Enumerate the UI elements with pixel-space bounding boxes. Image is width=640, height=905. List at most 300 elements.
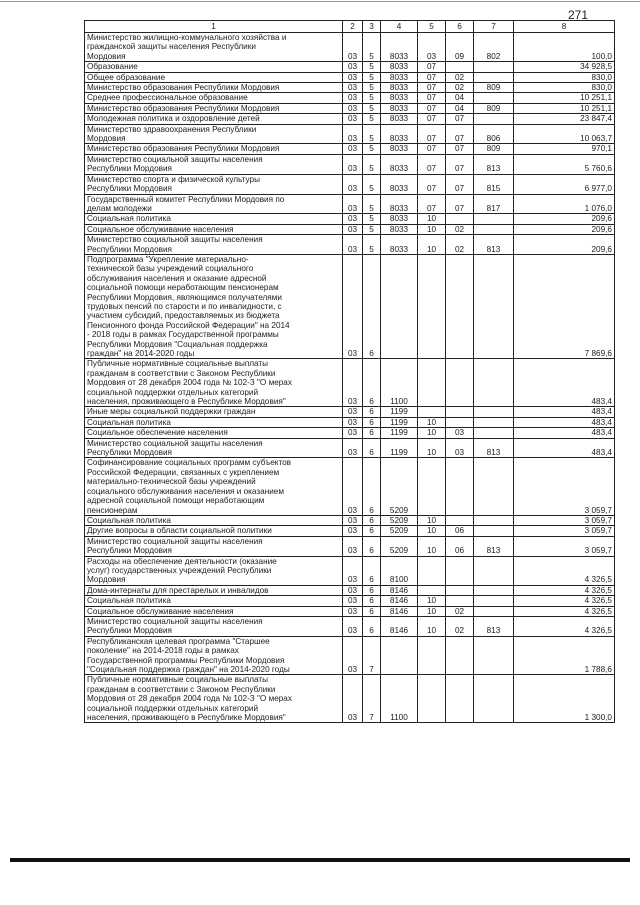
admin-code: 03 <box>343 114 363 124</box>
program-code: 5 <box>363 144 381 154</box>
subsection-code <box>446 675 474 723</box>
admin-code: 03 <box>343 556 363 585</box>
row-name: Другие вопросы в области социальной политики <box>85 526 343 536</box>
section-code: 07 <box>418 103 446 113</box>
subprogram-code <box>381 254 418 358</box>
amount: 4 326,5 <box>514 606 615 616</box>
admin-code: 03 <box>343 224 363 234</box>
ministry-code: 817 <box>474 194 514 214</box>
program-code: 6 <box>363 556 381 585</box>
amount: 1 788,6 <box>514 636 615 675</box>
ministry-code <box>474 114 514 124</box>
program-code: 6 <box>363 616 381 636</box>
subprogram-code: 8033 <box>381 103 418 113</box>
amount: 5 760,6 <box>514 154 615 174</box>
table-row <box>85 585 615 595</box>
table-row <box>85 515 615 525</box>
subprogram-code: 8033 <box>381 124 418 144</box>
subprogram-code: 8033 <box>381 154 418 174</box>
subprogram-code: 1199 <box>381 417 418 427</box>
row-name: Государственный комитет Республики Мордовия по делам молодежи <box>85 194 343 214</box>
subsection-code: 02 <box>446 606 474 616</box>
ministry-code <box>474 359 514 407</box>
row-name: Министерство образования Республики Мордовия <box>85 103 343 113</box>
section-code: 10 <box>418 596 446 606</box>
table-row <box>85 72 615 82</box>
admin-code: 03 <box>343 72 363 82</box>
table-row <box>85 616 615 636</box>
ministry-code <box>474 515 514 525</box>
header-cell: 4 <box>381 21 418 33</box>
table-row <box>85 83 615 93</box>
subprogram-code: 8033 <box>381 144 418 154</box>
page-number: 271 <box>567 8 588 22</box>
row-name: Подпрограмма "Укрепление материально- технической базы учреждений социального обслуживания населения и оказание адресной социальной помощи неработающим пенсионерам Республики Мордовия, являющимся получателями трудовых пенсий по старости и по инвалидности, с участием субсидий, предоставляемых из бюджета Пенсионного фонда Российской Федерации" на 2014 - 2018 годы в рамках Государственной программы Республики Мордовия "Социальная поддержка граждан" на 2014-2020 годы <box>85 254 343 358</box>
section-code <box>418 359 446 407</box>
table-row <box>85 428 615 438</box>
subprogram-code: 5209 <box>381 458 418 515</box>
program-code: 6 <box>363 585 381 595</box>
table-body <box>85 33 615 723</box>
ministry-code <box>474 458 514 515</box>
subprogram-code: 8033 <box>381 174 418 194</box>
row-name: Министерство социальной защиты населения Республики Мордовия <box>85 154 343 174</box>
section-code: 10 <box>418 515 446 525</box>
row-name: Дома-интернаты для престарелых и инвалидов <box>85 585 343 595</box>
admin-code: 03 <box>343 62 363 72</box>
admin-code: 03 <box>343 83 363 93</box>
table-row <box>85 556 615 585</box>
program-code: 5 <box>363 174 381 194</box>
section-code <box>418 407 446 417</box>
admin-code: 03 <box>343 214 363 224</box>
program-code: 5 <box>363 124 381 144</box>
amount: 483,4 <box>514 417 615 427</box>
ministry-code <box>474 417 514 427</box>
row-name: Министерство социальной защиты населения Республики Мордовия <box>85 536 343 556</box>
table-row <box>85 254 615 358</box>
admin-code: 03 <box>343 194 363 214</box>
row-name: Среднее профессиональное образование <box>85 93 343 103</box>
admin-code: 03 <box>343 636 363 675</box>
section-code: 07 <box>418 114 446 124</box>
program-code: 5 <box>363 194 381 214</box>
admin-code: 03 <box>343 417 363 427</box>
subprogram-code: 5209 <box>381 536 418 556</box>
section-code: 10 <box>418 224 446 234</box>
header-cell: 1 <box>85 21 343 33</box>
section-code: 10 <box>418 606 446 616</box>
program-code: 6 <box>363 417 381 427</box>
subprogram-code: 8033 <box>381 214 418 224</box>
subprogram-code: 8033 <box>381 114 418 124</box>
ministry-code <box>474 93 514 103</box>
admin-code: 03 <box>343 675 363 723</box>
row-name: Иные меры социальной поддержки граждан <box>85 407 343 417</box>
subsection-code: 02 <box>446 72 474 82</box>
subprogram-code: 5209 <box>381 515 418 525</box>
program-code: 5 <box>363 83 381 93</box>
subprogram-code: 5209 <box>381 526 418 536</box>
amount: 100,0 <box>514 33 615 62</box>
amount: 4 326,5 <box>514 585 615 595</box>
subsection-code <box>446 214 474 224</box>
program-code: 6 <box>363 428 381 438</box>
row-name: Публичные нормативные социальные выплаты гражданам в соответствии с Законом Республики Мордовия от 28 декабря 2004 года № 102-З "О мерах социальной поддержки отдельных категорий населения, проживающего в Республике Мордовия" <box>85 359 343 407</box>
ministry-code <box>474 606 514 616</box>
admin-code: 03 <box>343 428 363 438</box>
top-rule <box>0 1 640 2</box>
admin-code: 03 <box>343 144 363 154</box>
program-code: 5 <box>363 72 381 82</box>
admin-code: 03 <box>343 407 363 417</box>
subsection-code <box>446 407 474 417</box>
subsection-code: 06 <box>446 526 474 536</box>
row-name: Расходы на обеспечение деятельности (оказание услуг) государственных учреждений Республики Мордовия <box>85 556 343 585</box>
program-code: 5 <box>363 93 381 103</box>
amount: 209,6 <box>514 214 615 224</box>
ministry-code: 809 <box>474 83 514 93</box>
ministry-code <box>474 675 514 723</box>
table-row <box>85 124 615 144</box>
subprogram-code: 1199 <box>381 428 418 438</box>
ministry-code <box>474 428 514 438</box>
program-code: 5 <box>363 62 381 72</box>
header-cell: 5 <box>418 21 446 33</box>
row-name: Министерство жилищно-коммунального хозяйства и гражданской защиты населения Республики Мордовия <box>85 33 343 62</box>
table-row <box>85 606 615 616</box>
admin-code: 03 <box>343 103 363 113</box>
table-row <box>85 636 615 675</box>
program-code: 6 <box>363 359 381 407</box>
amount: 4 326,5 <box>514 596 615 606</box>
table-row <box>85 174 615 194</box>
section-code: 07 <box>418 72 446 82</box>
subprogram-code: 8146 <box>381 616 418 636</box>
section-code: 10 <box>418 235 446 255</box>
row-name: Образование <box>85 62 343 72</box>
row-name: Министерство социальной защиты населения Республики Мордовия <box>85 235 343 255</box>
section-code: 10 <box>418 438 446 458</box>
program-code: 6 <box>363 458 381 515</box>
subsection-code: 02 <box>446 616 474 636</box>
section-code <box>418 254 446 358</box>
admin-code: 03 <box>343 124 363 144</box>
section-code <box>418 458 446 515</box>
ministry-code <box>474 72 514 82</box>
subprogram-code: 1100 <box>381 675 418 723</box>
ministry-code: 813 <box>474 154 514 174</box>
row-name: Общее образование <box>85 72 343 82</box>
subsection-code <box>446 62 474 72</box>
header-cell: 3 <box>363 21 381 33</box>
subprogram-code: 8146 <box>381 596 418 606</box>
amount: 6 977,0 <box>514 174 615 194</box>
header-cell: 6 <box>446 21 474 33</box>
section-code: 10 <box>418 616 446 636</box>
subprogram-code <box>381 636 418 675</box>
row-name: Молодежная политика и оздоровление детей <box>85 114 343 124</box>
subsection-code: 04 <box>446 93 474 103</box>
section-code: 03 <box>418 33 446 62</box>
section-code <box>418 556 446 585</box>
amount: 3 059,7 <box>514 526 615 536</box>
subsection-code: 07 <box>446 174 474 194</box>
row-name: Республиканская целевая программа "Старшее поколение" на 2014-2018 годы в рамках Государственной программы Республики Мордовия "Социальная поддержка граждан" на 2014-2020 годы <box>85 636 343 675</box>
subprogram-code: 1100 <box>381 359 418 407</box>
row-name: Софинансирование социальных программ субъектов Российской Федерации, связанных с укреплением материально-технической базы учреждений социального обслуживания населения и оказанием адресной социальной помощи неработающим пенсионерам <box>85 458 343 515</box>
table-row <box>85 536 615 556</box>
admin-code: 03 <box>343 235 363 255</box>
subprogram-code: 8033 <box>381 83 418 93</box>
amount: 1 300,0 <box>514 675 615 723</box>
ministry-code <box>474 254 514 358</box>
program-code: 5 <box>363 154 381 174</box>
row-name: Министерство здравоохранения Республики Мордовия <box>85 124 343 144</box>
section-code <box>418 675 446 723</box>
subsection-code: 07 <box>446 114 474 124</box>
amount: 830,0 <box>514 83 615 93</box>
table-row <box>85 438 615 458</box>
section-code: 07 <box>418 83 446 93</box>
table-row <box>85 114 615 124</box>
subsection-code: 09 <box>446 33 474 62</box>
table-row <box>85 103 615 113</box>
section-code: 07 <box>418 62 446 72</box>
budget-table <box>84 20 615 723</box>
table-row <box>85 144 615 154</box>
subsection-code <box>446 458 474 515</box>
admin-code: 03 <box>343 526 363 536</box>
amount: 209,6 <box>514 224 615 234</box>
ministry-code <box>474 596 514 606</box>
program-code: 6 <box>363 526 381 536</box>
ministry-code <box>474 556 514 585</box>
subsection-code: 02 <box>446 83 474 93</box>
table-row <box>85 407 615 417</box>
row-name: Социальная политика <box>85 515 343 525</box>
section-code: 10 <box>418 214 446 224</box>
subprogram-code: 8146 <box>381 606 418 616</box>
row-name: Социальное обслуживание населения <box>85 224 343 234</box>
subsection-code <box>446 596 474 606</box>
table-row <box>85 359 615 407</box>
subprogram-code: 8033 <box>381 93 418 103</box>
subsection-code: 03 <box>446 438 474 458</box>
admin-code: 03 <box>343 606 363 616</box>
table-row <box>85 93 615 103</box>
header-cell: 7 <box>474 21 514 33</box>
table-row <box>85 526 615 536</box>
subprogram-code: 1199 <box>381 438 418 458</box>
section-code: 07 <box>418 194 446 214</box>
ministry-code <box>474 214 514 224</box>
section-code: 10 <box>418 526 446 536</box>
amount: 209,6 <box>514 235 615 255</box>
row-name: Публичные нормативные социальные выплаты гражданам в соответствии с Законом Республики Мордовия от 28 декабря 2004 года № 102-З "О мерах социальной поддержки отдельных категорий населения, проживающего в Республике Мордовия" <box>85 675 343 723</box>
amount: 23 847,4 <box>514 114 615 124</box>
amount: 10 063,7 <box>514 124 615 144</box>
amount: 483,4 <box>514 359 615 407</box>
program-code: 6 <box>363 438 381 458</box>
admin-code: 03 <box>343 536 363 556</box>
admin-code: 03 <box>343 458 363 515</box>
subsection-code <box>446 359 474 407</box>
subsection-code: 04 <box>446 103 474 113</box>
table-row <box>85 235 615 255</box>
subsection-code <box>446 254 474 358</box>
subsection-code: 03 <box>446 428 474 438</box>
amount: 483,4 <box>514 407 615 417</box>
subsection-code: 07 <box>446 194 474 214</box>
program-code: 5 <box>363 224 381 234</box>
ministry-code: 815 <box>474 174 514 194</box>
table-row <box>85 154 615 174</box>
amount: 4 326,5 <box>514 616 615 636</box>
subsection-code <box>446 417 474 427</box>
program-code: 6 <box>363 254 381 358</box>
section-code: 07 <box>418 154 446 174</box>
subprogram-code: 8033 <box>381 235 418 255</box>
amount: 3 059,7 <box>514 536 615 556</box>
amount: 970,1 <box>514 144 615 154</box>
header-row <box>85 21 615 33</box>
table-row <box>85 675 615 723</box>
table-row <box>85 214 615 224</box>
section-code <box>418 636 446 675</box>
section-code <box>418 585 446 595</box>
amount: 10 251,1 <box>514 103 615 113</box>
row-name: Социальная политика <box>85 596 343 606</box>
ministry-code: 813 <box>474 438 514 458</box>
amount: 10 251,1 <box>514 93 615 103</box>
bottom-rule <box>10 858 630 862</box>
subsection-code <box>446 515 474 525</box>
header-cell: 8 <box>514 21 615 33</box>
subsection-code: 07 <box>446 154 474 174</box>
ministry-code <box>474 636 514 675</box>
subprogram-code: 8033 <box>381 62 418 72</box>
admin-code: 03 <box>343 515 363 525</box>
amount: 483,4 <box>514 438 615 458</box>
table-row <box>85 194 615 214</box>
program-code: 6 <box>363 407 381 417</box>
subprogram-code: 1199 <box>381 407 418 417</box>
admin-code: 03 <box>343 359 363 407</box>
section-code: 07 <box>418 174 446 194</box>
program-code: 5 <box>363 114 381 124</box>
program-code: 6 <box>363 536 381 556</box>
row-name: Министерство образования Республики Мордовия <box>85 83 343 93</box>
amount: 4 326,5 <box>514 556 615 585</box>
row-name: Министерство спорта и физической культуры Республики Мордовия <box>85 174 343 194</box>
subsection-code: 07 <box>446 124 474 144</box>
ministry-code <box>474 224 514 234</box>
section-code: 07 <box>418 93 446 103</box>
row-name: Социальное обеспечение населения <box>85 428 343 438</box>
row-name: Министерство социальной защиты населения Республики Мордовия <box>85 438 343 458</box>
subsection-code: 02 <box>446 224 474 234</box>
program-code: 6 <box>363 606 381 616</box>
section-code: 07 <box>418 124 446 144</box>
ministry-code: 809 <box>474 144 514 154</box>
admin-code: 03 <box>343 616 363 636</box>
subsection-code <box>446 585 474 595</box>
header-cell: 2 <box>343 21 363 33</box>
amount: 830,0 <box>514 72 615 82</box>
table-row <box>85 224 615 234</box>
program-code: 5 <box>363 214 381 224</box>
section-code: 07 <box>418 144 446 154</box>
amount: 483,4 <box>514 428 615 438</box>
table-row <box>85 33 615 62</box>
subsection-code <box>446 636 474 675</box>
subprogram-code: 8033 <box>381 194 418 214</box>
admin-code: 03 <box>343 174 363 194</box>
amount: 3 059,7 <box>514 515 615 525</box>
program-code: 6 <box>363 596 381 606</box>
subsection-code: 02 <box>446 235 474 255</box>
ministry-code: 806 <box>474 124 514 144</box>
program-code: 7 <box>363 636 381 675</box>
admin-code: 03 <box>343 596 363 606</box>
subprogram-code: 8100 <box>381 556 418 585</box>
amount: 7 869,6 <box>514 254 615 358</box>
admin-code: 03 <box>343 154 363 174</box>
amount: 1 076,0 <box>514 194 615 214</box>
row-name: Министерство образования Республики Мордовия <box>85 144 343 154</box>
section-code: 10 <box>418 536 446 556</box>
ministry-code: 813 <box>474 235 514 255</box>
ministry-code <box>474 407 514 417</box>
admin-code: 03 <box>343 438 363 458</box>
program-code: 6 <box>363 515 381 525</box>
program-code: 7 <box>363 675 381 723</box>
ministry-code: 813 <box>474 616 514 636</box>
row-name: Социальное обслуживание населения <box>85 606 343 616</box>
table-row <box>85 62 615 72</box>
admin-code: 03 <box>343 585 363 595</box>
program-code: 5 <box>363 103 381 113</box>
subprogram-code: 8146 <box>381 585 418 595</box>
row-name: Министерство социальной защиты населения Республики Мордовия <box>85 616 343 636</box>
table-row <box>85 458 615 515</box>
ministry-code <box>474 62 514 72</box>
ministry-code <box>474 585 514 595</box>
subsection-code: 06 <box>446 536 474 556</box>
subprogram-code: 8033 <box>381 72 418 82</box>
subsection-code: 07 <box>446 144 474 154</box>
row-name: Социальная политика <box>85 214 343 224</box>
admin-code: 03 <box>343 93 363 103</box>
section-code: 10 <box>418 428 446 438</box>
ministry-code: 809 <box>474 103 514 113</box>
admin-code: 03 <box>343 254 363 358</box>
ministry-code: 813 <box>474 536 514 556</box>
ministry-code <box>474 526 514 536</box>
amount: 3 059,7 <box>514 458 615 515</box>
amount: 34 928,5 <box>514 62 615 72</box>
row-name: Социальная политика <box>85 417 343 427</box>
ministry-code: 802 <box>474 33 514 62</box>
table-row <box>85 417 615 427</box>
table-row <box>85 596 615 606</box>
program-code: 5 <box>363 235 381 255</box>
subprogram-code: 8033 <box>381 224 418 234</box>
subprogram-code: 8033 <box>381 33 418 62</box>
program-code: 5 <box>363 33 381 62</box>
section-code: 10 <box>418 417 446 427</box>
